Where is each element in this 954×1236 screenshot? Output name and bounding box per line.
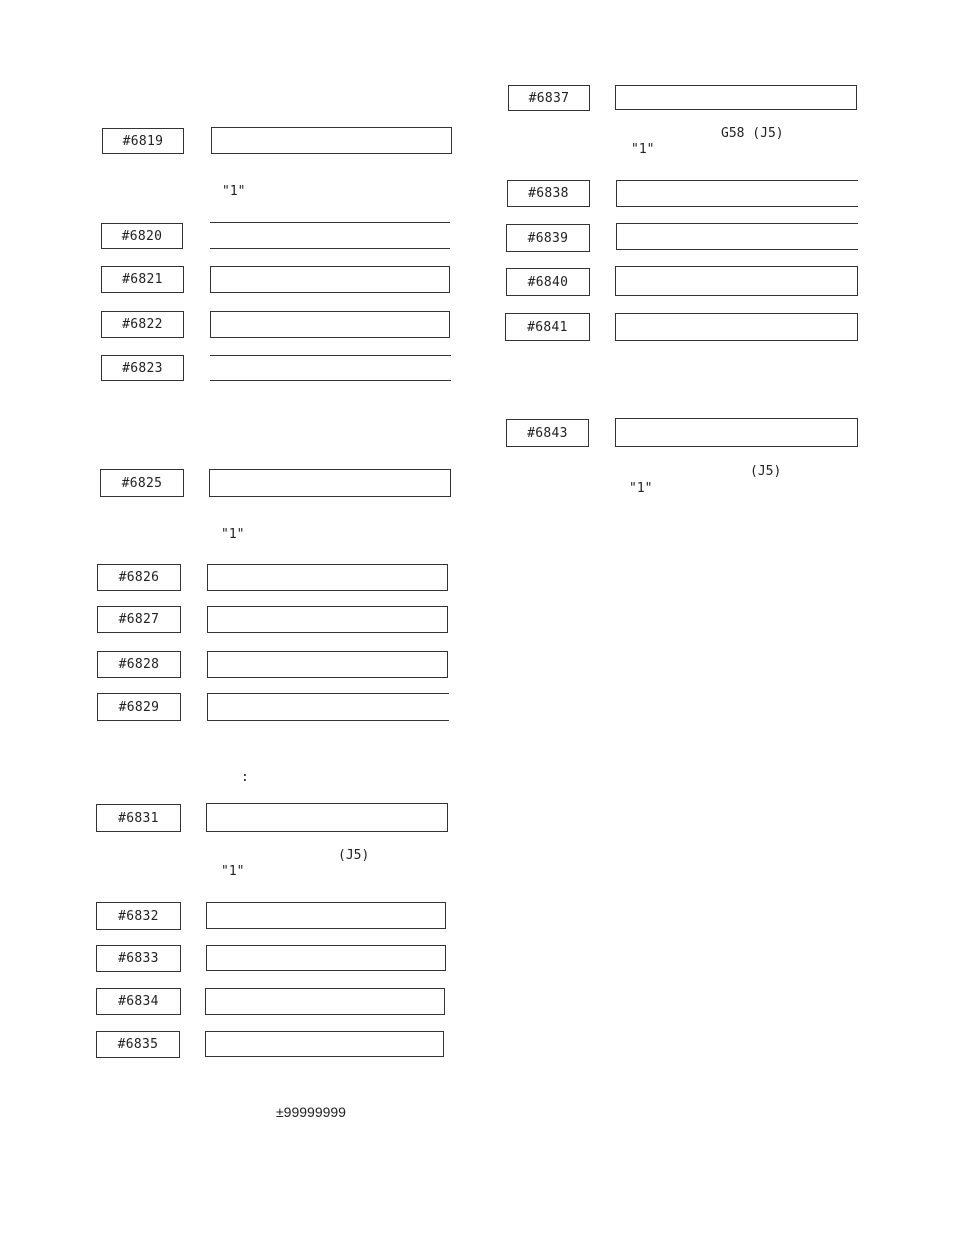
param-6822-field[interactable] (210, 311, 450, 338)
param-6827-field[interactable] (207, 606, 448, 633)
param-6838-label: #6838 (507, 180, 590, 207)
note-6825: "1" (221, 527, 245, 542)
param-6841-label: #6841 (505, 313, 590, 341)
note-6843-a: (J5) (750, 464, 782, 479)
param-6834-field[interactable] (205, 988, 445, 1015)
param-6834-label: #6834 (96, 988, 181, 1015)
param-6828-field[interactable] (207, 651, 448, 678)
param-6825-field[interactable] (209, 469, 451, 497)
param-6823-field[interactable] (210, 355, 451, 381)
param-6833-label: #6833 (96, 945, 181, 972)
param-6820-field[interactable] (210, 222, 450, 249)
param-6837-field[interactable] (615, 85, 857, 110)
param-6838-field[interactable] (616, 180, 858, 207)
param-6835-field[interactable] (205, 1031, 444, 1057)
param-6837-label: #6837 (508, 85, 590, 111)
note-colon: : (241, 770, 249, 785)
note-6831-b: "1" (221, 864, 245, 879)
param-6832-label: #6832 (96, 902, 181, 930)
param-6841-field[interactable] (615, 313, 858, 341)
param-6839-field[interactable] (616, 223, 858, 250)
param-6820-label: #6820 (101, 223, 183, 249)
param-6835-label: #6835 (96, 1031, 180, 1058)
range-note: ±99999999 (276, 1104, 346, 1120)
param-6819-field[interactable] (211, 127, 452, 154)
param-6832-field[interactable] (206, 902, 446, 929)
note-6837-b: "1" (631, 142, 655, 157)
param-6831-label: #6831 (96, 804, 181, 832)
param-6831-field[interactable] (206, 803, 448, 832)
param-6822-label: #6822 (101, 311, 184, 338)
param-6819-label: #6819 (102, 128, 184, 154)
param-6828-label: #6828 (97, 651, 181, 678)
param-6821-label: #6821 (101, 266, 184, 293)
param-6826-label: #6826 (97, 564, 181, 591)
note-6831-a: (J5) (338, 848, 370, 863)
param-6833-field[interactable] (206, 945, 446, 971)
param-6825-label: #6825 (100, 469, 184, 497)
param-6826-field[interactable] (207, 564, 448, 591)
param-6839-label: #6839 (506, 224, 590, 252)
param-6840-field[interactable] (615, 266, 858, 296)
note-6843-b: "1" (629, 481, 653, 496)
param-6843-field[interactable] (615, 418, 858, 447)
param-6823-label: #6823 (101, 355, 184, 381)
param-6827-label: #6827 (97, 606, 181, 633)
param-6840-label: #6840 (506, 268, 590, 296)
note-6837-a: G58 (J5) (721, 126, 784, 141)
note-6819: "1" (222, 184, 246, 199)
param-6829-label: #6829 (97, 693, 181, 721)
param-6843-label: #6843 (506, 419, 589, 447)
param-6821-field[interactable] (210, 266, 450, 293)
param-6829-field[interactable] (207, 693, 449, 721)
